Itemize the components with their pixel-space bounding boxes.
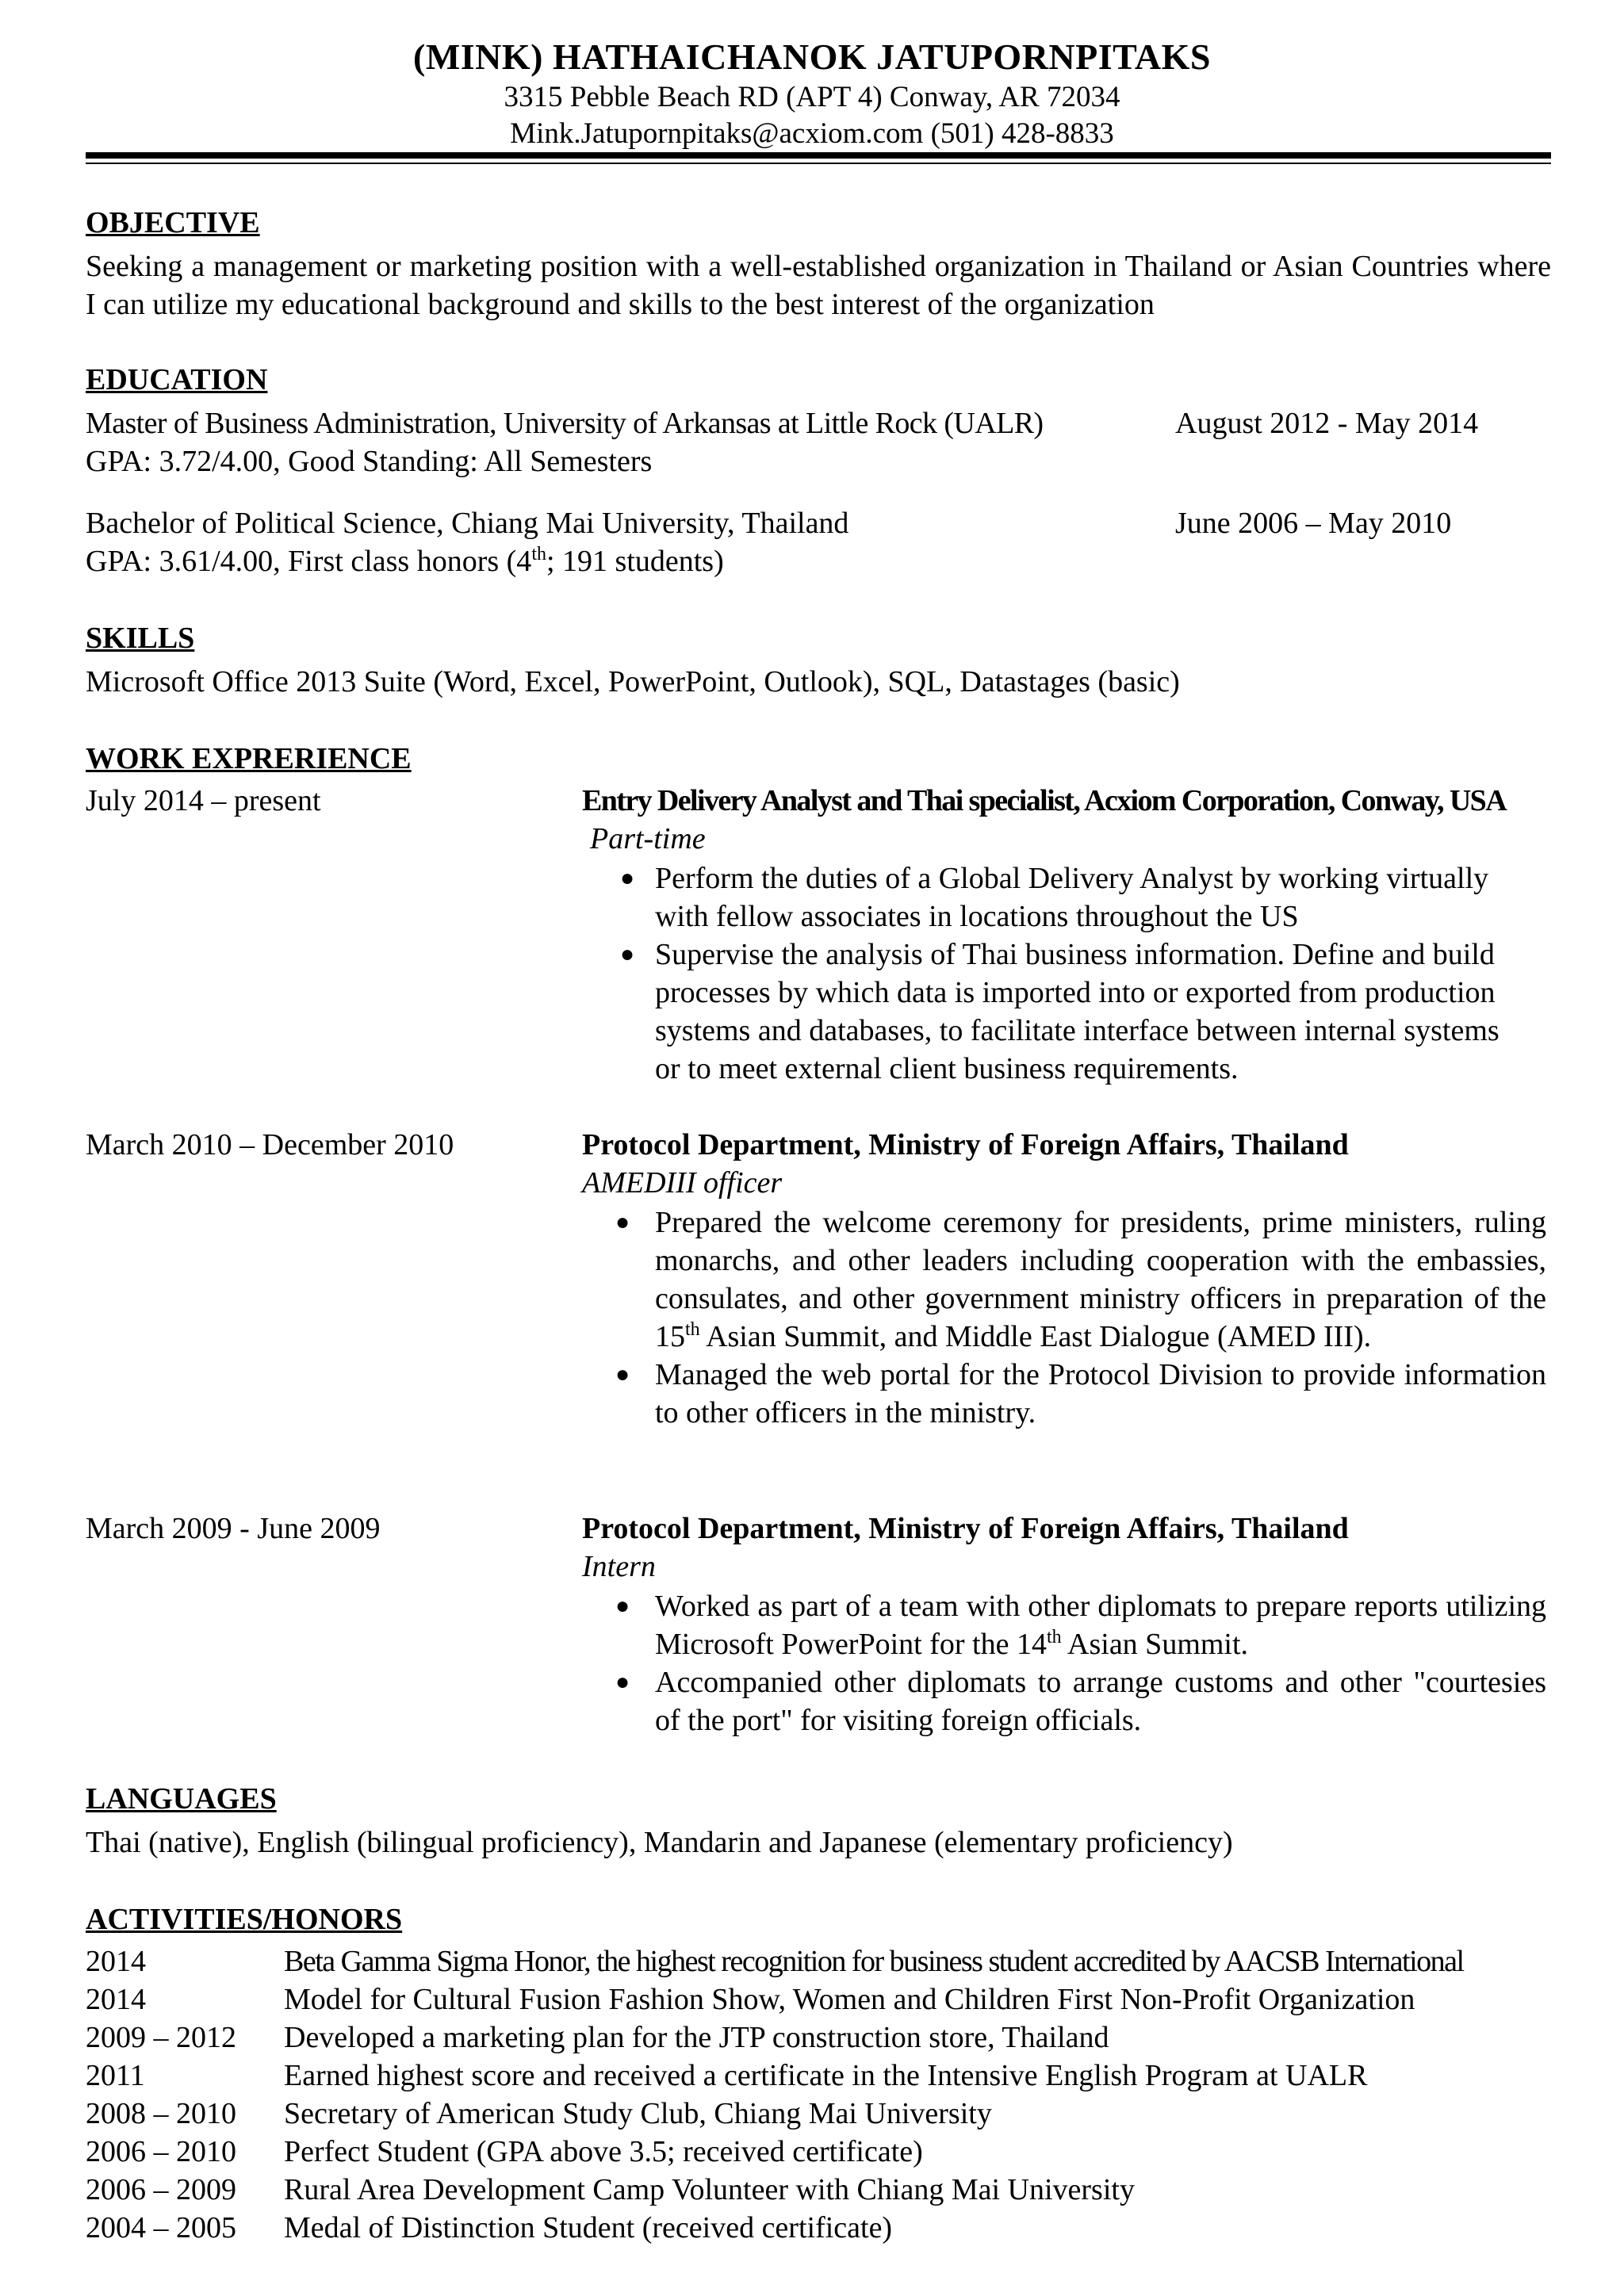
activity-row: [86, 2209, 1551, 2247]
job-bullet: ● Managed the web portal for the Protocol Division to provide information to other officers in the ministry.: [615, 1358, 1546, 1429]
work-heading: WORK EXPRERIENCE: [86, 742, 412, 775]
skills-text: Microsoft Office 2013 Suite (Word, Excel, PowerPoint, Outlook), SQL, Datastages (basic): [86, 665, 1180, 698]
activity-row: [86, 1980, 1551, 2019]
job-bullets: [615, 1587, 1546, 1739]
job-bullet: ● Accompanied other diplomats to arrange customs and other "courtesies of the port" for visiting foreign officials.: [615, 1666, 1546, 1737]
job-dates: March 2009 - June 2009: [86, 1512, 381, 1545]
activity-year: 2006 – 2010: [86, 2135, 236, 2168]
activity-text: Rural Area Development Camp Volunteer with Chiang Mai University: [284, 2173, 1135, 2206]
activity-row: [86, 2133, 1551, 2171]
job-bullet: ● Supervise the analysis of Thai business information. Define and build processes by which data is imported into or exported from production systems and databases, to facilitate interface between internal systems or to meet external client business requirements.: [619, 938, 1500, 1085]
activity-year: 2014: [86, 1983, 146, 2016]
job-dates: July 2014 – present: [86, 784, 321, 817]
mailing-address: 3315 Pebble Beach RD (APT 4) Conway, AR 72034: [504, 81, 1120, 113]
education-dates-mba: August 2012 - May 2014: [1175, 407, 1479, 440]
activity-year: 2011: [86, 2059, 145, 2092]
job-title-org: Protocol Department, Ministry of Foreign Affairs, Thailand: [582, 1512, 1349, 1545]
activity-text: Model for Cultural Fusion Fashion Show, Women and Children First Non-Profit Organization: [284, 1983, 1415, 2016]
objective-heading: OBJECTIVE: [86, 206, 260, 239]
activity-year: 2014: [86, 1945, 146, 1978]
header-divider-thick: [86, 152, 1551, 159]
education-dates-ba: June 2006 – May 2010: [1175, 507, 1452, 540]
job-bullet: ● Perform the duties of a Global Delivery Analyst by working virtually with fellow associates in locations throughout the US: [619, 862, 1489, 933]
activity-year: 2008 – 2010: [86, 2097, 236, 2130]
education-detail-mba: GPA: 3.72/4.00, Good Standing: All Semesters: [86, 445, 653, 478]
activity-year: 2006 – 2009: [86, 2173, 236, 2206]
activity-text: Medal of Distinction Student (received certificate): [284, 2211, 893, 2244]
job-role: AMEDIII officer: [582, 1166, 783, 1200]
contact-info: Mink.Jatupornpitaks@acxiom.com (501) 428-8833: [510, 117, 1114, 150]
activities-heading: ACTIVITIES/HONORS: [86, 1903, 403, 1936]
candidate-name: (MINK) HATHAICHANOK JATUPORNPITAKS: [413, 36, 1211, 77]
activity-row: [86, 2095, 1551, 2133]
job-title-org: Entry Delivery Analyst and Thai specialist, Acxiom Corporation, Conway, USA: [582, 784, 1507, 817]
activity-row: [86, 1942, 1551, 1980]
job-title-org: Protocol Department, Ministry of Foreign Affairs, Thailand: [582, 1128, 1349, 1161]
activity-row: [86, 2019, 1551, 2057]
education-degree-ba: Bachelor of Political Science, Chiang Mai University, Thailand: [86, 507, 849, 540]
job-bullets: [615, 1203, 1546, 1432]
activity-text: Perfect Student (GPA above 3.5; received certificate): [284, 2135, 923, 2168]
skills-heading: SKILLS: [86, 622, 195, 655]
objective-text: Seeking a management or marketing position with a well-established organization in Thailand or Asian Countries where I can utilize my educational background and skills to the best interest of the organization: [86, 250, 1551, 321]
job-dates: March 2010 – December 2010: [86, 1128, 454, 1161]
activity-text: Developed a marketing plan for the JTP construction store, Thailand: [284, 2021, 1109, 2054]
activity-year: 2009 – 2012: [86, 2021, 236, 2054]
resume-header: [0, 35, 1624, 152]
activity-year: 2004 – 2005: [86, 2211, 236, 2244]
activity-text: Beta Gamma Sigma Honor, the highest recognition for business student accredited by AACSB International: [284, 1945, 1464, 1978]
languages-text: Thai (native), English (bilingual proficiency), Mandarin and Japanese (elementary proficiency): [86, 1826, 1233, 1859]
activity-row: [86, 2171, 1551, 2209]
job-bullet: ● Prepared the welcome ceremony for presidents, prime ministers, ruling monarchs, and other leaders including cooperation with the embassies, consulates, and other government ministry officers in preparation of the 15th Asian Summit, and Middle East Dialogue (AMED III).: [615, 1206, 1546, 1353]
job-role: Part-time: [590, 822, 706, 855]
header-divider-thin: [86, 163, 1551, 164]
activity-row: [86, 2057, 1551, 2095]
education-detail-ba: GPA: 3.61/4.00, First class honors (4th; 191 students): [86, 544, 724, 578]
activity-text: Secretary of American Study Club, Chiang Mai University: [284, 2097, 992, 2130]
job-bullets: [619, 859, 1511, 1088]
job-bullet: ● Worked as part of a team with other diplomats to prepare reports utilizing Microsoft PowerPoint for the 14th Asian Summit.: [615, 1590, 1546, 1661]
education-degree-mba: Master of Business Administration, University of Arkansas at Little Rock (UALR): [86, 407, 1044, 440]
education-heading: EDUCATION: [86, 363, 268, 396]
activity-text: Earned highest score and received a certificate in the Intensive English Program at UALR: [284, 2059, 1368, 2092]
job-role: Intern: [582, 1550, 656, 1583]
languages-heading: LANGUAGES: [86, 1782, 277, 1816]
